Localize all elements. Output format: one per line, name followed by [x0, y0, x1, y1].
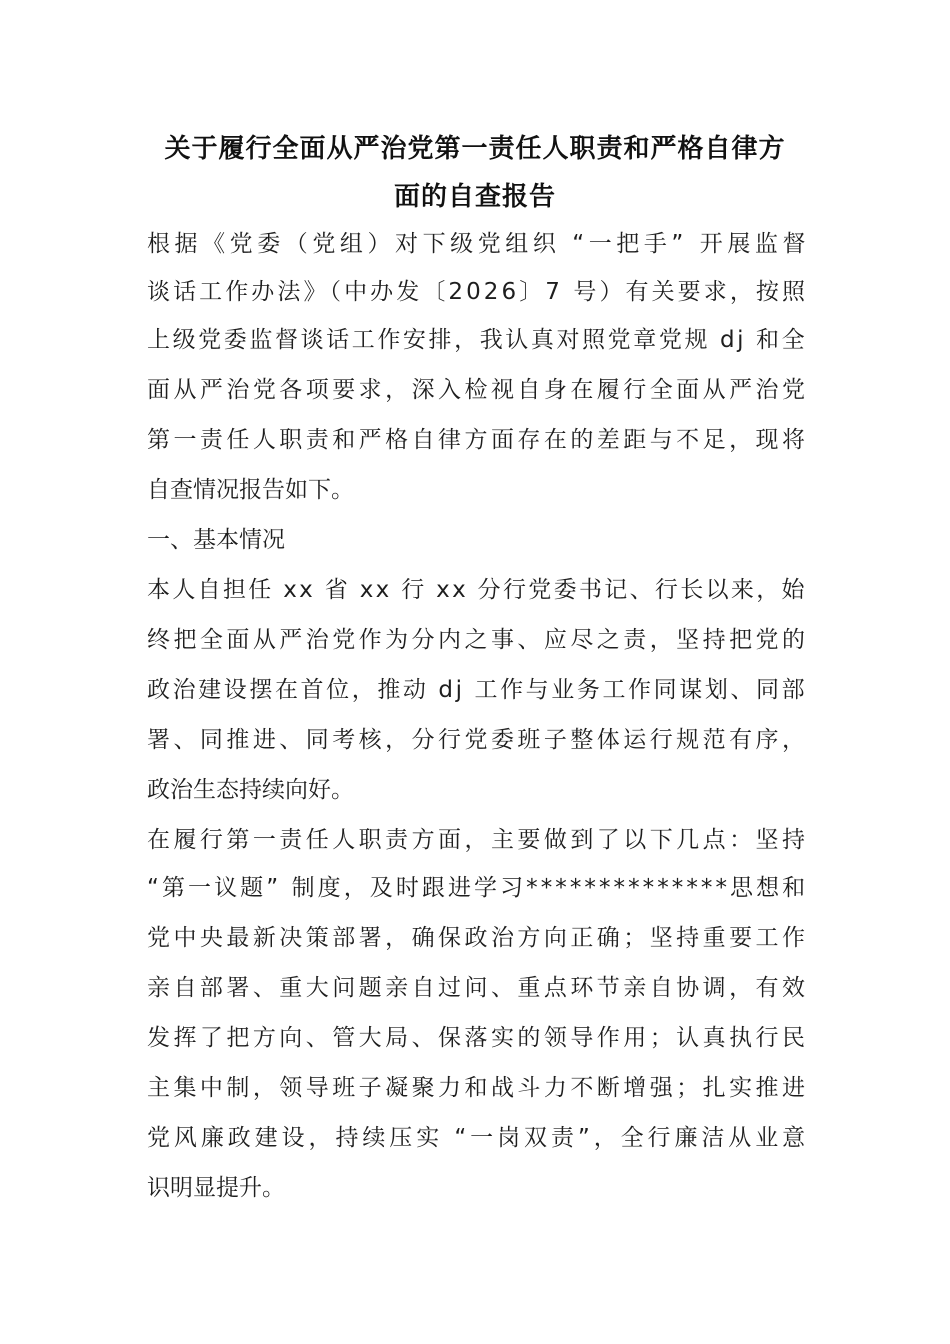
body-line-18 [147, 1073, 809, 1103]
body-line-text: 终把全面从严治党作为分内之事、应尽之责，坚持把党的 [147, 627, 809, 653]
body-line-8 [147, 575, 805, 605]
body-line-text: 谈话工作办法》（中办发〔2026〕7 号）有关要求，按照 [147, 279, 809, 305]
body-line-12: 政治生态持续向好。 [147, 777, 354, 803]
body-line-2 [147, 277, 809, 307]
body-line-text: 党风廉政建设，持续压实 “一岗双责”，全行廉洁从业意 [147, 1125, 810, 1151]
report-title-line-1: 关于履行全面从严治党第一责任人职责和严格自律方 [164, 134, 786, 164]
body-line-text: 面从严治党各项要求，深入检视自身在履行全面从严治党 [147, 377, 809, 403]
body-line-19 [147, 1123, 810, 1153]
body-line-13 [147, 825, 809, 855]
body-line-17 [147, 1023, 809, 1053]
body-line-20: 识明显提升。 [147, 1175, 285, 1201]
body-line-text: 发挥了把方向、管大局、保落实的领导作用；认真执行民 [147, 1025, 809, 1051]
body-line-4 [147, 375, 809, 405]
body-line-6: 自查情况报告如下。 [147, 477, 354, 503]
body-line-9 [147, 625, 809, 655]
body-line-text: 上级党委监督谈话工作安排，我认真对照党章党规 dj 和全 [147, 327, 808, 353]
report-title-line-2: 面的自查报告 [393, 182, 556, 212]
body-line-16 [147, 973, 809, 1003]
body-line-text: 署、同推进、同考核，分行党委班子整体运行规范有序， [147, 727, 809, 753]
body-line-text: 第一责任人职责和严格自律方面存在的差距与不足，现将 [147, 427, 809, 453]
body-line-text: 党中央最新决策部署，确保政治方向正确；坚持重要工作 [147, 925, 809, 951]
section-heading-basic-situation: 一、基本情况 [147, 527, 285, 553]
body-line-3 [147, 325, 808, 355]
body-line-text: 主集中制，领导班子凝聚力和战斗力不断增强；扎实推进 [147, 1075, 809, 1101]
body-line-text: 本人自担任 xx 省 xx 行 xx 分行党委书记、行长以来，始 [147, 577, 807, 603]
body-line-text: 亲自部署、重大问题亲自过问、重点环节亲自协调，有效 [147, 975, 809, 1001]
body-line-15 [147, 923, 809, 953]
body-line-5 [147, 425, 809, 455]
body-line-text: 在履行第一责任人职责方面，主要做到了以下几点：坚持 [147, 827, 809, 853]
body-line-11 [147, 725, 809, 755]
body-line-1 [147, 229, 811, 259]
body-line-10 [147, 675, 808, 705]
body-line-text: 政治建设摆在首位，推动 dj 工作与业务工作同谋划、同部 [147, 677, 808, 703]
body-line-text: “第一议题” 制度，及时跟进学习**************思想和 [147, 875, 809, 901]
body-line-text: 根据《党委（党组）对下级党组织 “一把手” 开展监督 [147, 231, 811, 257]
body-line-14 [147, 873, 809, 903]
